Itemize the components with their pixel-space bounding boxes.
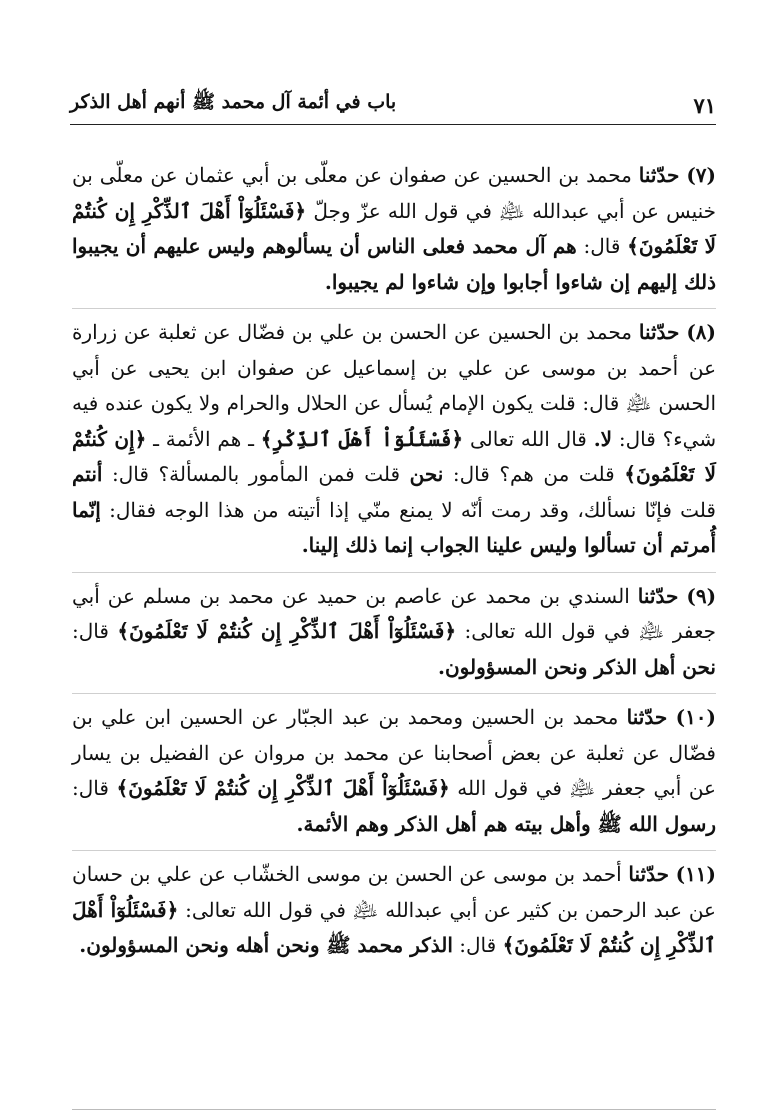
body-text: قلت فإنّا نسألك، وقد رمت أنّه لا يمنع منّي إذا أتيته من هذا الوجه فقال:	[109, 497, 716, 522]
hadith-11	[72, 857, 716, 972]
quran-verse: ﴿فَسْئَلُوٓاْ أَهْلَ ٱلذِّكْرِ إِن كُنتُمْ لَا تَعْلَمُونَ﴾	[116, 776, 450, 800]
bottom-divider	[72, 1109, 716, 1110]
isnad-text: السندي بن محمد عن عاصم بن حميد عن محمد بن مسلم عن أبي جعفر ﵇ في قول الله تعالى:	[72, 583, 717, 643]
isnad-text: محمد بن الحسين عن الحسن بن علي بن فضّال عن ثعلبة عن زرارة عن أحمد بن موسى عن علي بن إسماعيل عن صفوان ابن يحيى عن أبي الحسن ﵇ قال: قلت يكون الإمام يُسأل عن الحلال والحرام ولا يكون عنده فيه شيء؟ قال:	[72, 320, 717, 451]
hadith-9	[72, 579, 716, 695]
running-header	[70, 74, 716, 125]
imam-answer: رسول الله ﷺ وأهل بيته هم أهل الذكر وهم الأئمة.	[296, 811, 716, 836]
narration-opener: حدّثنا	[638, 163, 680, 187]
said-text: قال:	[583, 234, 621, 258]
imam-answer: لا.	[593, 426, 613, 451]
hadith-number: (٩)	[686, 583, 717, 608]
hadith-number: (٨)	[686, 320, 717, 344]
hadith-7	[72, 158, 716, 309]
isnad-text: محمد بن الحسين عن صفوان عن معلّى بن أبي عثمان عن معلّى بن خنيس عن أبي عبدالله ﵇ في قول الله عزّ وجلّ	[72, 163, 717, 223]
imam-answer: أنتم	[72, 462, 103, 486]
said-text: قال:	[72, 619, 109, 643]
body-text: قلت فمن المأمور بالمسألة؟ قال:	[112, 462, 401, 486]
narration-opener: حدّثنا	[628, 862, 669, 886]
quran-verse: ﴿فَسْئَلُوٓاْ أَهْلَ ٱلذِّكْرِ إِن كُنتُمْ لَا تَعْلَمُونَ﴾	[72, 198, 716, 258]
body-text: قال الله تعالى	[469, 426, 587, 451]
chapter-title: باب في أئمة آل محمد ﷺ أنهم أهل الذكر	[70, 91, 397, 113]
isnad-text: أحمد بن موسى عن الحسن بن موسى الخشّاب عن علي بن حسان عن عبد الرحمن بن كثير عن أبي عبدالله ﵇ في قول الله تعالى:	[72, 862, 716, 922]
body-text: ـ هم الأئمة ـ	[153, 426, 254, 451]
imam-answer: الذكر محمد ﷺ ونحن أهله ونحن المسؤولون.	[79, 933, 453, 957]
quran-verse: ﴿إِن كُنتُمْ لَا تَعْلَمُونَ﴾	[72, 426, 717, 486]
narration-opener: حدّثنا	[637, 583, 679, 608]
narration-opener: حدّثنا	[638, 320, 680, 344]
imam-answer: نحن	[409, 462, 444, 486]
imam-answer: إنّما أُمرتم أن تسألوا وليس علينا الجواب إنما ذلك إلينا.	[72, 497, 716, 557]
hadith-10	[72, 700, 716, 851]
imam-answer: نحن أهل الذكر ونحن المسؤولون.	[438, 654, 716, 679]
hadith-8	[72, 315, 716, 573]
quran-verse: ﴿فَسْئَلُوٓاْ أَهْلَ ٱلذِّكْرِ إِن كُنتُمْ لَا تَعْلَمُونَ﴾	[72, 897, 716, 957]
quran-verse: ﴿فَسْئَلُوٓاْ أَهْلَ ٱلذِّكْرِ﴾	[260, 426, 464, 451]
page-body	[72, 158, 716, 978]
hadith-number: (١٠)	[675, 705, 717, 729]
hadith-number: (١١)	[675, 862, 717, 886]
body-text: قلت من هم؟ قال:	[452, 462, 615, 486]
said-text: قال:	[72, 776, 109, 800]
imam-answer: هم آل محمد فعلى الناس أن يسألوهم وليس عليهم أن يجيبوا ذلك إليهم إن شاءوا أجابوا وإن شاءوا لم يجيبوا.	[72, 234, 716, 294]
quran-verse: ﴿فَسْئَلُوٓاْ أَهْلَ ٱلذِّكْرِ إِن كُنتُمْ لَا تَعْلَمُونَ﴾	[117, 619, 457, 643]
said-text: قال:	[459, 933, 497, 957]
page-number: ٧١	[693, 93, 716, 118]
hadith-number: (٧)	[686, 163, 717, 187]
narration-opener: حدّثنا	[626, 705, 668, 729]
isnad-text: محمد بن الحسين ومحمد بن عبد الجبّار عن الحسين ابن علي بن فضّال عن ثعلبة عن بعض أصحابنا عن محمد بن مروان عن الفضيل بن يسار عن أبي جعفر ﵇ في قول الله	[72, 705, 716, 800]
